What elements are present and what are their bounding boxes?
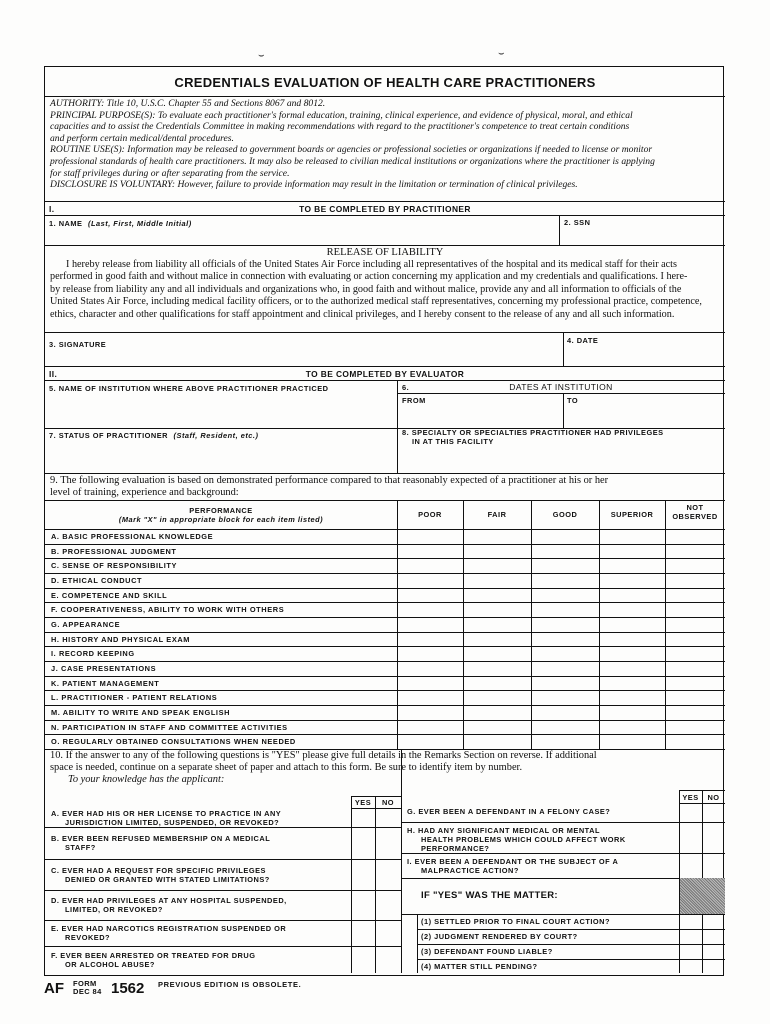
question-text-line: B. EVER BEEN REFUSED MEMBERSHIP ON A MEDICAL xyxy=(51,834,271,843)
row-divider xyxy=(45,632,725,633)
evaluation-item-label: D. ETHICAL CONDUCT xyxy=(51,575,143,585)
rating-cell-good[interactable] xyxy=(531,529,599,544)
rating-cell-fair[interactable] xyxy=(463,705,531,720)
footer-form-word: FORM xyxy=(73,979,97,988)
row-divider xyxy=(45,588,725,589)
evaluation-item-label: N. PARTICIPATION IN STAFF AND COMMITTEE ACTIVITIES xyxy=(51,722,288,732)
rating-cell-superior[interactable] xyxy=(599,632,665,647)
routine-use-line: professional standards of health care practitioners. It may also be released to civilian medical institutions or organizations where the practitioner is applying xyxy=(50,155,655,167)
dates-label: DATES AT INSTITUTION xyxy=(509,382,613,392)
ssn-label: 2. SSN xyxy=(564,218,591,227)
rating-cell-not-observed[interactable] xyxy=(665,617,725,632)
dates-number: 6. xyxy=(402,383,410,392)
rating-cell-fair[interactable] xyxy=(463,602,531,617)
rating-cell-good[interactable] xyxy=(531,720,599,735)
rating-cell-not-observed[interactable] xyxy=(665,646,725,661)
rating-cell-not-observed[interactable] xyxy=(665,602,725,617)
privacy-act-statement xyxy=(50,98,722,191)
questions-intro-line: To your knowledge has the applicant: xyxy=(68,774,225,786)
answer-no-checkbox[interactable] xyxy=(702,959,725,973)
answer-no-checkbox[interactable] xyxy=(375,808,401,827)
row-divider xyxy=(401,822,725,823)
specialty-field[interactable] xyxy=(402,428,664,446)
question-text-line: DENIED OR GRANTED WITH STATED LIMITATIONS? xyxy=(65,874,270,884)
rating-cell-good[interactable] xyxy=(531,661,599,676)
row-divider xyxy=(401,914,725,915)
row-divider xyxy=(45,676,725,677)
section-1-heading: TO BE COMPLETED BY PRACTITIONER xyxy=(299,204,471,214)
answer-no-checkbox[interactable] xyxy=(702,929,725,944)
rating-cell-good[interactable] xyxy=(531,646,599,661)
answer-no-checkbox[interactable] xyxy=(375,890,401,920)
rating-cell-poor[interactable] xyxy=(397,558,463,573)
rating-cell-fair[interactable] xyxy=(463,646,531,661)
row-divider xyxy=(45,705,725,706)
evaluation-item-label: M. ABILITY TO WRITE AND SPEAK ENGLISH xyxy=(51,707,231,717)
row-divider xyxy=(45,890,401,891)
section-1-numeral: I. xyxy=(49,204,55,214)
name-field[interactable] xyxy=(49,219,192,228)
answer-no-checkbox[interactable] xyxy=(702,803,725,822)
answer-no-checkbox[interactable] xyxy=(375,946,401,973)
status-hint: (Staff, Resident, etc.) xyxy=(173,431,259,440)
evaluation-item-label: F. COOPERATIVENESS, ABILITY TO WORK WITH OTHERS xyxy=(51,605,285,615)
rating-cell-poor[interactable] xyxy=(397,573,463,588)
rating-cell-fair[interactable] xyxy=(463,690,531,705)
question-text-line: E. EVER HAD NARCOTICS REGISTRATION SUSPENDED OR xyxy=(51,924,287,933)
row-divider xyxy=(45,690,725,691)
scan-mark: ⌣ xyxy=(258,50,265,61)
rating-cell-superior[interactable] xyxy=(599,661,665,676)
answer-yes-checkbox[interactable] xyxy=(679,803,702,822)
evaluation-item-label: E. COMPETENCE AND SKILL xyxy=(51,590,168,600)
rating-cell-poor[interactable] xyxy=(397,661,463,676)
release-of-liability-text xyxy=(50,259,722,321)
release-line: United States Air Force, including medical facility officers, or to the authorized medical staff representatives, concerning my professional practice, competence, xyxy=(50,296,702,308)
to-label: TO xyxy=(567,396,579,405)
rating-cell-not-observed[interactable] xyxy=(665,529,725,544)
rating-cell-not-observed[interactable] xyxy=(665,720,725,735)
release-line: performed in good faith and without malice in connection with evaluating or action concerning my application and my credentials and qualifications. I here- xyxy=(50,271,688,283)
answer-yes-checkbox[interactable] xyxy=(679,929,702,944)
question-text-line: C. EVER HAD A REQUEST FOR SPECIFIC PRIVILEGES xyxy=(51,865,266,875)
footer-form-number: 1562 xyxy=(111,980,145,997)
rating-cell-fair[interactable] xyxy=(463,720,531,735)
evaluation-item-label: I. RECORD KEEPING xyxy=(51,649,135,659)
question-text-line: JURISDICTION LIMITED, SUSPENDED, OR REVOKED? xyxy=(65,817,280,827)
rating-cell-poor[interactable] xyxy=(397,602,463,617)
specialty-label-cont: IN AT THIS FACILITY xyxy=(412,437,494,446)
signature-label: 3. SIGNATURE xyxy=(49,340,107,349)
performance-title: PERFORMANCE xyxy=(189,506,253,515)
rating-cell-not-observed[interactable] xyxy=(665,558,725,573)
rating-cell-good[interactable] xyxy=(531,690,599,705)
column-poor: POOR xyxy=(418,510,442,519)
rating-cell-poor[interactable] xyxy=(397,734,463,749)
answer-no-checkbox[interactable] xyxy=(375,920,401,946)
no-header-right: NO xyxy=(707,793,720,802)
yes-header-right: YES xyxy=(682,793,699,802)
matter-option-3: (3) DEFENDANT FOUND LIABLE? xyxy=(421,947,553,956)
institution-field[interactable] xyxy=(49,384,329,393)
name-hint: (Last, First, Middle Initial) xyxy=(88,219,192,228)
rating-cell-good[interactable] xyxy=(531,676,599,691)
column-not-observed xyxy=(665,503,725,521)
rating-cell-not-observed[interactable] xyxy=(665,676,725,691)
question-text-line: PERFORMANCE? xyxy=(421,844,490,853)
ssn-field[interactable] xyxy=(564,218,590,227)
yes-header-left: YES xyxy=(354,798,372,807)
answer-no-checkbox[interactable] xyxy=(702,944,725,959)
questions-intro xyxy=(50,750,722,787)
authority-line: AUTHORITY: Title 10, U.S.C. Chapter 55 and Sections 8067 and 8012. xyxy=(50,98,326,109)
from-field[interactable] xyxy=(402,396,426,405)
question-text-line: REVOKED? xyxy=(65,933,111,942)
question-left-e xyxy=(51,924,347,942)
purpose-line: capacities and to assist the Credentials Committee in making recommendations with regard to the practitioner's competence to treat certain conditions xyxy=(50,121,630,133)
rating-cell-poor[interactable] xyxy=(397,705,463,720)
evaluation-item-label: C. SENSE OF RESPONSIBILITY xyxy=(51,561,178,571)
footer-form-block xyxy=(73,980,102,996)
rating-cell-not-observed[interactable] xyxy=(665,705,725,720)
evaluation-item-label: A. BASIC PROFESSIONAL KNOWLEDGE xyxy=(51,531,214,541)
question-left-a xyxy=(51,809,347,827)
rating-cell-superior[interactable] xyxy=(599,544,665,559)
row-divider xyxy=(45,946,401,947)
status-label: 7. STATUS OF PRACTITIONER xyxy=(49,431,168,440)
signature-field[interactable] xyxy=(49,340,106,349)
rating-cell-superior[interactable] xyxy=(599,705,665,720)
row-divider xyxy=(45,617,725,618)
question-text-line: H. HAD ANY SIGNIFICANT MEDICAL OR MENTAL xyxy=(407,826,600,835)
rating-cell-superior[interactable] xyxy=(599,646,665,661)
performance-hint: (Mark "X" in appropriate block for each item listed) xyxy=(118,515,324,524)
rating-cell-poor[interactable] xyxy=(397,544,463,559)
rating-cell-fair[interactable] xyxy=(463,588,531,603)
rating-cell-fair[interactable] xyxy=(463,544,531,559)
row-divider xyxy=(45,827,401,828)
rating-cell-fair[interactable] xyxy=(463,661,531,676)
rating-cell-good[interactable] xyxy=(531,617,599,632)
evaluation-item-label: K. PATIENT MANAGEMENT xyxy=(51,678,160,688)
answer-yes-checkbox[interactable] xyxy=(351,808,375,827)
rating-cell-good[interactable] xyxy=(531,573,599,588)
release-title: RELEASE OF LIABILITY xyxy=(326,247,444,258)
row-divider xyxy=(45,720,725,721)
row-divider xyxy=(401,853,725,854)
rating-cell-superior[interactable] xyxy=(599,720,665,735)
row-divider xyxy=(45,602,725,603)
answer-no-checkbox[interactable] xyxy=(702,853,725,878)
section-2-heading: TO BE COMPLETED BY EVALUATOR xyxy=(305,369,465,379)
answer-yes-checkbox[interactable] xyxy=(351,827,375,859)
rating-cell-poor[interactable] xyxy=(397,632,463,647)
rating-cell-poor[interactable] xyxy=(397,529,463,544)
shaded-block xyxy=(680,878,725,914)
question-left-b xyxy=(51,834,347,852)
performance-header xyxy=(45,506,397,524)
release-line: I hereby release from liability all officials of the United States Air Force including all representatives of the hospital and its medical staff for their acts xyxy=(66,259,677,270)
answer-no-checkbox[interactable] xyxy=(702,822,725,853)
row-divider xyxy=(45,661,725,662)
footer-af: AF xyxy=(44,980,64,997)
rating-cell-not-observed[interactable] xyxy=(665,588,725,603)
routine-use-line: ROUTINE USE(S): Information may be released to government boards or agencies or professional societies or organizations if needed to license or monitor xyxy=(50,144,653,156)
question-text-line: MALPRACTICE ACTION? xyxy=(421,866,519,875)
rating-cell-superior[interactable] xyxy=(599,558,665,573)
rating-cell-fair[interactable] xyxy=(463,617,531,632)
evaluation-intro-line: 9. The following evaluation is based on demonstrated performance compared to that reasonably expected of a practitioner at his or her xyxy=(50,475,609,486)
answer-yes-checkbox[interactable] xyxy=(679,944,702,959)
answer-yes-checkbox[interactable] xyxy=(679,853,702,878)
evaluation-item-label: O. REGULARLY OBTAINED CONSULTATIONS WHEN NEEDED xyxy=(51,737,296,747)
question-text-line: LIMITED, OR REVOKED? xyxy=(65,905,163,914)
rating-cell-good[interactable] xyxy=(531,602,599,617)
rating-cell-good[interactable] xyxy=(531,558,599,573)
rating-cell-superior[interactable] xyxy=(599,602,665,617)
rating-cell-superior[interactable] xyxy=(599,734,665,749)
rating-cell-poor[interactable] xyxy=(397,676,463,691)
rating-cell-not-observed[interactable] xyxy=(665,573,725,588)
row-divider xyxy=(45,859,401,860)
rating-cell-fair[interactable] xyxy=(463,676,531,691)
matter-option-4: (4) MATTER STILL PENDING? xyxy=(421,962,538,971)
purpose-line: and perform certain medical/dental procedures. xyxy=(50,132,234,144)
release-line: ethics, character and other qualifications for staff appointment and clinical privileges, and I hereby consent to the release of any and all such information. xyxy=(50,308,675,320)
release-line: by release from liability any and all individuals and organizations who, in good faith and without malice, provide any and all information to officials of the xyxy=(50,283,682,295)
answer-yes-checkbox[interactable] xyxy=(679,914,702,929)
question-left-d xyxy=(51,896,347,914)
not-observed-line: OBSERVED xyxy=(672,512,718,521)
question-text-line: A. EVER HAD HIS OR HER LICENSE TO PRACTICE IN ANY xyxy=(51,808,282,818)
sub-divider xyxy=(417,914,418,973)
question-text-line: HEALTH PROBLEMS WHICH COULD AFFECT WORK xyxy=(421,835,626,844)
specialty-label: 8. SPECIALTY OR SPECIALTIES PRACTITIONER HAD PRIVILEGES xyxy=(402,428,664,437)
column-fair: FAIR xyxy=(487,510,507,519)
form-title: CREDENTIALS EVALUATION OF HEALTH CARE PRACTITIONERS xyxy=(174,75,596,90)
rating-cell-fair[interactable] xyxy=(463,632,531,647)
not-observed-line: NOT xyxy=(686,503,704,512)
column-superior: SUPERIOR xyxy=(610,510,654,519)
purpose-line: PRINCIPAL PURPOSE(S): To evaluate each practitioner's formal education, training, clinical experience, and evidence of physical, moral, and ethical xyxy=(50,109,633,121)
date-field[interactable] xyxy=(567,336,598,345)
rating-cell-fair[interactable] xyxy=(463,734,531,749)
disclosure-line: DISCLOSURE IS VOLUNTARY: However, failure to provide information may result in the limitation or termination of clinical privileges. xyxy=(50,179,578,191)
rating-cell-poor[interactable] xyxy=(397,720,463,735)
rating-cell-fair[interactable] xyxy=(463,573,531,588)
rating-cell-good[interactable] xyxy=(531,588,599,603)
matter-heading: IF "YES" WAS THE MATTER: xyxy=(421,890,558,901)
rating-cell-superior[interactable] xyxy=(599,676,665,691)
institution-label: 5. NAME OF INSTITUTION WHERE ABOVE PRACTITIONER PRACTICED xyxy=(49,384,329,393)
rating-cell-poor[interactable] xyxy=(397,617,463,632)
row-divider xyxy=(45,734,725,735)
question-g: G. EVER BEEN A DEFENDANT IN A FELONY CASE? xyxy=(407,807,611,816)
evaluation-item-label: J. CASE PRESENTATIONS xyxy=(51,663,157,673)
answer-no-checkbox[interactable] xyxy=(702,914,725,929)
evaluation-item-label: B. PROFESSIONAL JUDGMENT xyxy=(51,546,177,556)
rating-cell-good[interactable] xyxy=(531,734,599,749)
matter-option-2: (2) JUDGMENT RENDERED BY COURT? xyxy=(421,932,578,941)
status-field[interactable] xyxy=(49,431,258,440)
evaluation-item-label: L. PRACTITIONER - PATIENT RELATIONS xyxy=(51,693,218,703)
evaluation-item-label: G. APPEARANCE xyxy=(51,619,121,629)
answer-no-checkbox[interactable] xyxy=(375,859,401,890)
question-text-line: D. EVER HAD PRIVILEGES AT ANY HOSPITAL SUSPENDED, xyxy=(51,896,287,905)
answer-yes-checkbox[interactable] xyxy=(679,959,702,973)
row-divider xyxy=(45,544,725,545)
question-text-line: I. EVER BEEN A DEFENDANT OR THE SUBJECT OF A xyxy=(407,857,619,866)
rating-cell-poor[interactable] xyxy=(397,646,463,661)
answer-yes-checkbox[interactable] xyxy=(679,822,702,853)
rating-cell-not-observed[interactable] xyxy=(665,632,725,647)
row-divider xyxy=(45,920,401,921)
answer-yes-checkbox[interactable] xyxy=(351,920,375,946)
row-divider xyxy=(401,878,725,879)
row-divider xyxy=(45,573,725,574)
question-text-line: F. EVER BEEN ARRESTED OR TREATED FOR DRUG xyxy=(51,950,256,960)
to-field[interactable] xyxy=(567,396,578,405)
rating-cell-not-observed[interactable] xyxy=(665,734,725,749)
rating-cell-good[interactable] xyxy=(531,632,599,647)
rating-cell-good[interactable] xyxy=(531,544,599,559)
rating-cell-superior[interactable] xyxy=(599,690,665,705)
question-text-line: OR ALCOHOL ABUSE? xyxy=(65,959,155,969)
evaluation-item-label: H. HISTORY AND PHYSICAL EXAM xyxy=(51,634,191,644)
footer-date: DEC 84 xyxy=(73,987,102,996)
rating-cell-poor[interactable] xyxy=(397,588,463,603)
name-label: 1. NAME xyxy=(49,219,83,228)
rating-cell-good[interactable] xyxy=(531,705,599,720)
matter-option-1: (1) SETTLED PRIOR TO FINAL COURT ACTION? xyxy=(421,917,611,926)
no-header-left: NO xyxy=(381,798,395,807)
rating-cell-superior[interactable] xyxy=(599,617,665,632)
rating-cell-poor[interactable] xyxy=(397,690,463,705)
questions-intro-line: 10. If the answer to any of the following questions is "YES" please give full details in the Remarks Section on reverse. If additional xyxy=(50,750,597,761)
rating-cell-not-observed[interactable] xyxy=(665,544,725,559)
rating-cell-superior[interactable] xyxy=(599,529,665,544)
column-good: GOOD xyxy=(552,510,578,519)
question-left-f xyxy=(51,951,347,969)
evaluation-intro-line: level of training, experience and background: xyxy=(50,487,239,499)
from-label: FROM xyxy=(402,396,426,405)
question-left-c xyxy=(51,866,347,884)
rating-cell-not-observed[interactable] xyxy=(665,690,725,705)
rating-cell-superior[interactable] xyxy=(599,588,665,603)
footer-obsolete-note: PREVIOUS EDITION IS OBSOLETE. xyxy=(158,980,302,989)
routine-use-line: for staff privileges during or after separating from the service. xyxy=(50,167,290,179)
row-divider xyxy=(45,646,725,647)
answer-yes-checkbox[interactable] xyxy=(351,890,375,920)
row-divider xyxy=(45,558,725,559)
questions-intro-line: space is needed, continue on a separate sheet of paper and attach to this form. Be sure to identify item by number. xyxy=(50,762,523,774)
rating-cell-superior[interactable] xyxy=(599,573,665,588)
rating-cell-fair[interactable] xyxy=(463,558,531,573)
credentials-form xyxy=(44,66,724,976)
question-h xyxy=(407,826,673,853)
answer-yes-checkbox[interactable] xyxy=(351,859,375,890)
answer-yes-checkbox[interactable] xyxy=(351,946,375,973)
rating-cell-fair[interactable] xyxy=(463,529,531,544)
evaluation-intro xyxy=(50,475,722,500)
section-2-numeral: II. xyxy=(49,369,58,379)
question-text-line: STAFF? xyxy=(65,843,96,852)
rating-cell-not-observed[interactable] xyxy=(665,661,725,676)
scan-mark: ⌣ xyxy=(498,48,505,59)
answer-no-checkbox[interactable] xyxy=(375,827,401,859)
question-i xyxy=(407,857,673,875)
date-label: 4. DATE xyxy=(567,336,599,345)
